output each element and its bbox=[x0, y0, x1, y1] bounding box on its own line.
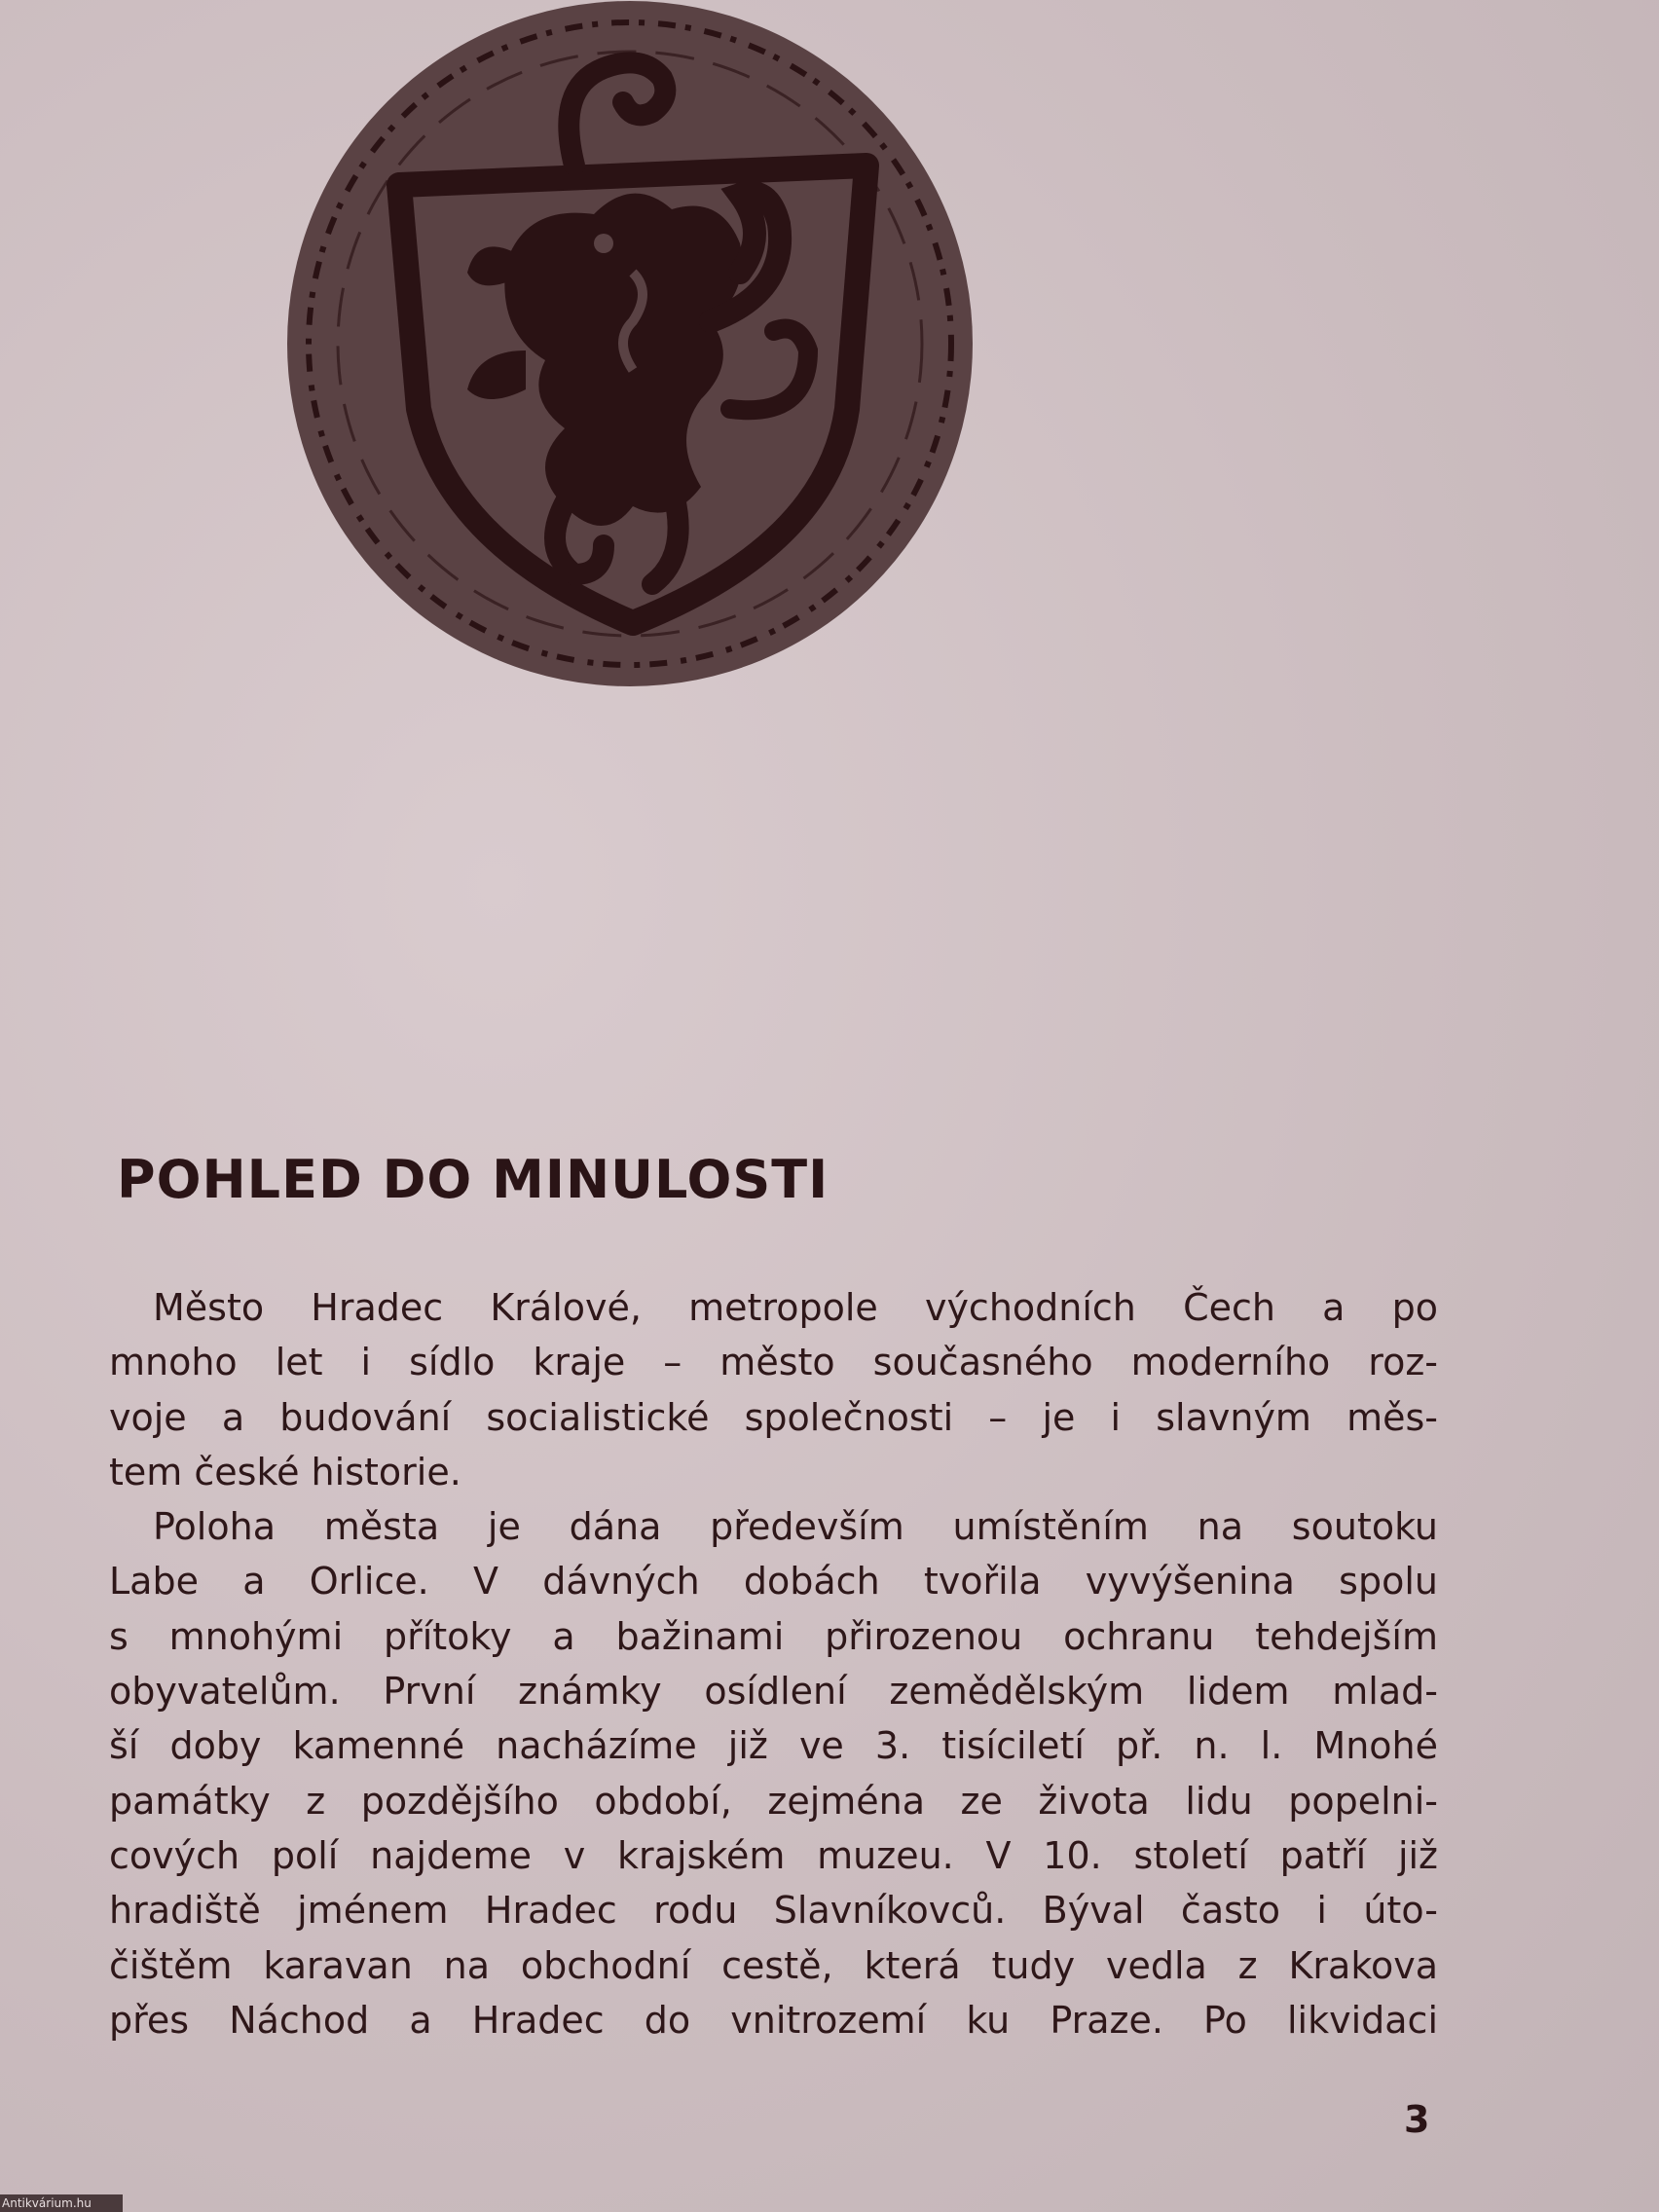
text-line: mnoho let i sídlo kraje – město současného moderního roz- bbox=[109, 1341, 1438, 1384]
text-line: památky z pozdějšího období, zejména ze života lidu popelni- bbox=[109, 1779, 1438, 1823]
text-line: voje a budování socialistické společnosti – je i slavným měs- bbox=[109, 1395, 1438, 1439]
text-line: přes Náchod a Hradec do vnitrozemí ku Praze. Po likvidaci bbox=[109, 1998, 1438, 2042]
text-line: tem české historie. bbox=[109, 1450, 461, 1493]
text-line: hradiště jménem Hradec rodu Slavníkovců. Býval často i úto- bbox=[109, 1889, 1438, 1933]
text-line: Labe a Orlice. V dávných dobách tvořila vyvýšenina spolu bbox=[109, 1560, 1438, 1604]
body-text bbox=[109, 1280, 1438, 2047]
page-number: 3 bbox=[1404, 2098, 1430, 2141]
text-line: obyvatelům. První známky osídlení zemědělským lidem mlad- bbox=[109, 1670, 1438, 1714]
text-line: s mnohými přítoky a bažinami přirozenou ochranu tehdejším bbox=[109, 1614, 1438, 1658]
watermark: Antikvárium.hu bbox=[0, 2194, 123, 2212]
text-line: Poloha města je dána především umístěním na soutoku bbox=[153, 1505, 1438, 1549]
text-line: čištěm karavan na obchodní cestě, která tudy vedla z Krakova bbox=[109, 1943, 1438, 1987]
paragraph bbox=[109, 1280, 1438, 1499]
page-heading: POHLED DO MINULOSTI bbox=[117, 1149, 830, 1210]
text-line: ší doby kamenné nacházíme již ve 3. tisíciletí př. n. l. Mnohé bbox=[109, 1724, 1438, 1768]
lion-seal-icon bbox=[282, 0, 977, 687]
paragraph bbox=[109, 1499, 1438, 2047]
text-line: Město Hradec Králové, metropole východních Čech a po bbox=[153, 1286, 1438, 1329]
text-line: cových polí najdeme v krajském muzeu. V 10. století patří již bbox=[109, 1833, 1438, 1877]
